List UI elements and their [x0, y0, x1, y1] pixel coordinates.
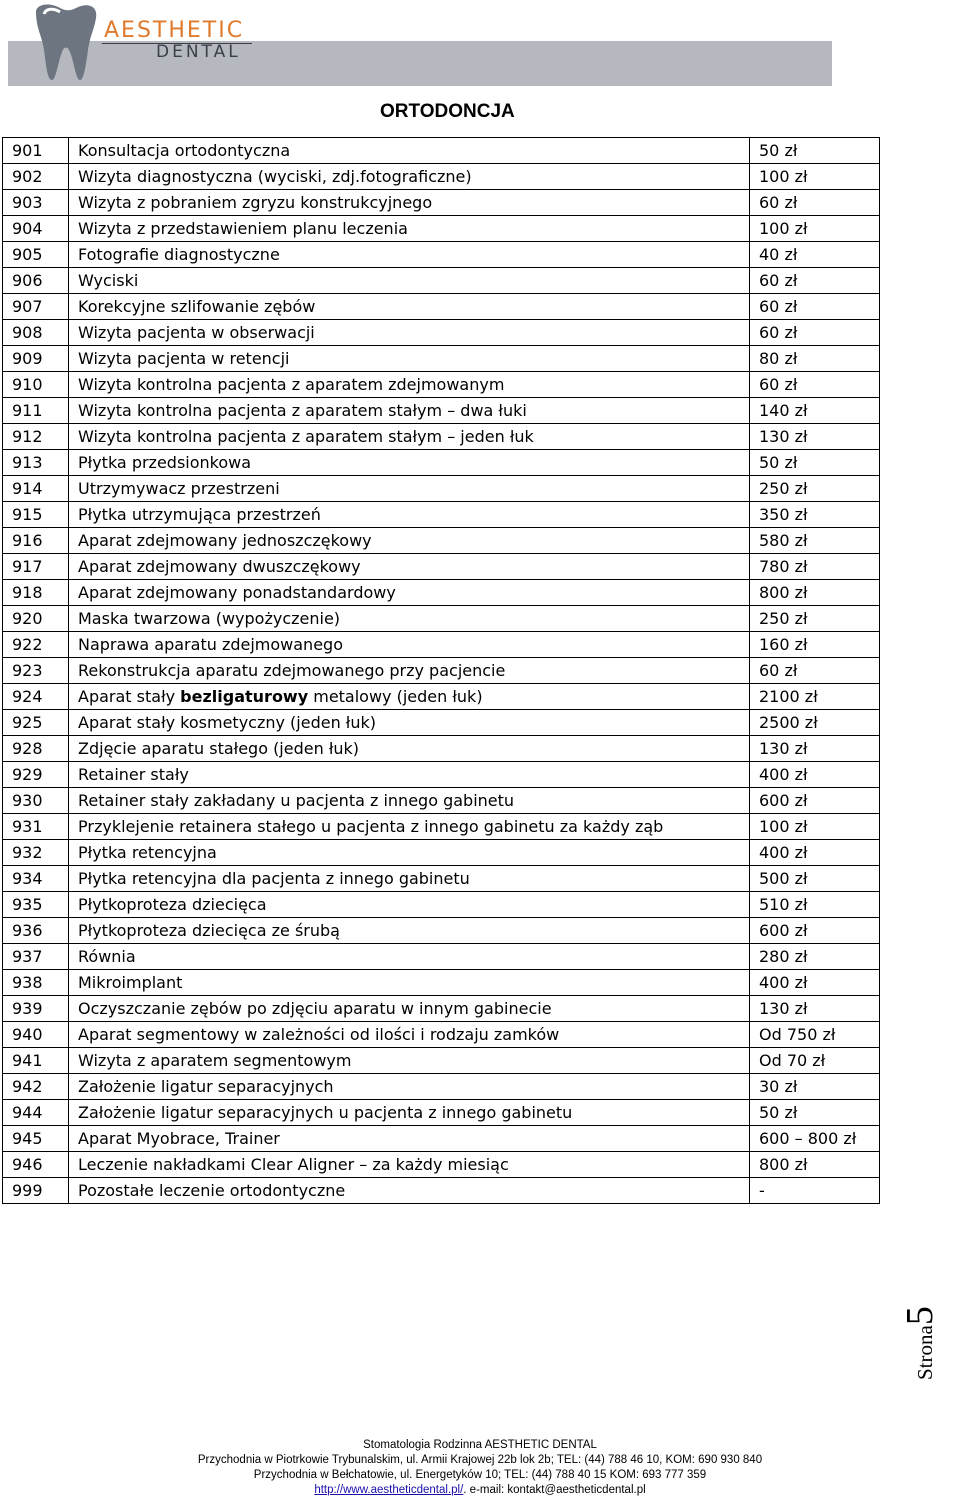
service-price: 600 zł [750, 918, 880, 944]
table-row [3, 528, 880, 554]
description-part: Aparat stały [78, 686, 181, 706]
service-price: 60 zł [750, 320, 880, 346]
service-code: 944 [3, 1100, 69, 1126]
table-row [3, 684, 880, 710]
tooth-logo-icon [30, 2, 102, 82]
service-description: Płytka retencyjna [69, 840, 750, 866]
table-row [3, 242, 880, 268]
page-number [898, 1294, 954, 1380]
service-price: 580 zł [750, 528, 880, 554]
service-description: Płytkoproteza dziecięca [69, 892, 750, 918]
service-description: Utrzymywacz przestrzeni [69, 476, 750, 502]
service-price: 130 zł [750, 424, 880, 450]
service-price: 280 zł [750, 944, 880, 970]
table-row [3, 788, 880, 814]
service-code: 939 [3, 996, 69, 1022]
service-description: Płytka przedsionkowa [69, 450, 750, 476]
service-price: 350 zł [750, 502, 880, 528]
service-code: 901 [3, 138, 69, 164]
service-description: Aparat stały kosmetyczny (jeden łuk) [69, 710, 750, 736]
service-code: 928 [3, 736, 69, 762]
table-row [3, 1178, 880, 1204]
table-row [3, 1126, 880, 1152]
service-description: Konsultacja ortodontyczna [69, 138, 750, 164]
table-row [3, 944, 880, 970]
service-code: 936 [3, 918, 69, 944]
table-row [3, 1022, 880, 1048]
service-description: Leczenie nakładkami Clear Aligner – za każdy miesiąc [69, 1152, 750, 1178]
service-code: 931 [3, 814, 69, 840]
service-code: 930 [3, 788, 69, 814]
service-code: 941 [3, 1048, 69, 1074]
service-code: 946 [3, 1152, 69, 1178]
service-code: 929 [3, 762, 69, 788]
service-price: 780 zł [750, 554, 880, 580]
page-title: ORTODONCJA [380, 101, 515, 122]
service-price: 100 zł [750, 164, 880, 190]
table-row [3, 710, 880, 736]
service-price: 600 – 800 zł [750, 1126, 880, 1152]
service-price: 2500 zł [750, 710, 880, 736]
table-row [3, 502, 880, 528]
service-description: Wizyta z aparatem segmentowym [69, 1048, 750, 1074]
service-code: 937 [3, 944, 69, 970]
table-row [3, 658, 880, 684]
service-code: 942 [3, 1074, 69, 1100]
page-label: Strona [913, 1325, 937, 1380]
brand-bottom-text: DENTAL [156, 42, 241, 62]
service-code: 918 [3, 580, 69, 606]
service-description: Wyciski [69, 268, 750, 294]
service-description: Wizyta z przedstawieniem planu leczenia [69, 216, 750, 242]
service-code: 903 [3, 190, 69, 216]
service-description: Oczyszczanie zębów po zdjęciu aparatu w innym gabinecie [69, 996, 750, 1022]
service-price: 60 zł [750, 658, 880, 684]
footer-line-2: Przychodnia w Piotrkowie Trybunalskim, ul. Armii Krajowej 22b lok 2b; TEL: (44) 788 46 10, KOM: 690 930 840 [197, 1454, 763, 1466]
service-price: 800 zł [750, 580, 880, 606]
service-description: Przyklejenie retainera stałego u pacjenta z innego gabinetu za każdy ząb [69, 814, 750, 840]
service-description [69, 684, 750, 710]
service-price: - [750, 1178, 880, 1204]
table-row [3, 866, 880, 892]
table-row [3, 476, 880, 502]
service-code: 924 [3, 684, 69, 710]
service-description: Rekonstrukcja aparatu zdejmowanego przy pacjencie [69, 658, 750, 684]
service-price: 60 zł [750, 372, 880, 398]
service-code: 905 [3, 242, 69, 268]
service-price: 40 zł [750, 242, 880, 268]
service-description: Naprawa aparatu zdejmowanego [69, 632, 750, 658]
table-row [3, 632, 880, 658]
service-price: 30 zł [750, 1074, 880, 1100]
website-link[interactable]: http://www.aestheticdental.pl/ [314, 1484, 464, 1496]
service-description: Korekcyjne szlifowanie zębów [69, 294, 750, 320]
service-description: Wizyta kontrolna pacjenta z aparatem stałym – dwa łuki [69, 398, 750, 424]
service-price: 60 zł [750, 268, 880, 294]
service-description: Aparat Myobrace, Trainer [69, 1126, 750, 1152]
service-code: 907 [3, 294, 69, 320]
service-price: Od 70 zł [750, 1048, 880, 1074]
table-row [3, 190, 880, 216]
service-price: 160 zł [750, 632, 880, 658]
service-description: Aparat zdejmowany jednoszczękowy [69, 528, 750, 554]
service-code: 911 [3, 398, 69, 424]
service-price: 140 zł [750, 398, 880, 424]
service-price: 510 zł [750, 892, 880, 918]
service-description: Równia [69, 944, 750, 970]
service-price: 400 zł [750, 970, 880, 996]
service-description: Wizyta pacjenta w retencji [69, 346, 750, 372]
service-description: Założenie ligatur separacyjnych u pacjenta z innego gabinetu [69, 1100, 750, 1126]
page-digit: 5 [899, 1306, 941, 1326]
service-price: 500 zł [750, 866, 880, 892]
table-row [3, 996, 880, 1022]
service-description: Wizyta kontrolna pacjenta z aparatem stałym – jeden łuk [69, 424, 750, 450]
service-description: Retainer stały [69, 762, 750, 788]
service-price: 250 zł [750, 606, 880, 632]
service-description: Aparat segmentowy w zależności od ilości i rodzaju zamków [69, 1022, 750, 1048]
service-description: Fotografie diagnostyczne [69, 242, 750, 268]
table-row [3, 580, 880, 606]
service-description: Wizyta pacjenta w obserwacji [69, 320, 750, 346]
table-row [3, 814, 880, 840]
service-price: 2100 zł [750, 684, 880, 710]
footer [0, 1438, 960, 1498]
service-description: Płytka retencyjna dla pacjenta z innego gabinetu [69, 866, 750, 892]
service-code: 914 [3, 476, 69, 502]
service-price: 800 zł [750, 1152, 880, 1178]
service-price: 250 zł [750, 476, 880, 502]
service-price: 400 zł [750, 762, 880, 788]
table-row [3, 346, 880, 372]
service-price: Od 750 zł [750, 1022, 880, 1048]
table-row [3, 1074, 880, 1100]
service-price: 100 zł [750, 814, 880, 840]
service-description: Retainer stały zakładany u pacjenta z innego gabinetu [69, 788, 750, 814]
price-table [2, 137, 880, 1204]
service-description: Płytkoproteza dziecięca ze śrubą [69, 918, 750, 944]
service-description: Mikroimplant [69, 970, 750, 996]
table-row [3, 138, 880, 164]
service-price: 130 zł [750, 996, 880, 1022]
service-description: Aparat zdejmowany ponadstandardowy [69, 580, 750, 606]
table-row [3, 554, 880, 580]
table-row [3, 1048, 880, 1074]
service-code: 902 [3, 164, 69, 190]
table-row [3, 216, 880, 242]
service-price: 600 zł [750, 788, 880, 814]
service-price: 60 zł [750, 294, 880, 320]
service-description: Wizyta kontrolna pacjenta z aparatem zdejmowanym [69, 372, 750, 398]
table-row [3, 294, 880, 320]
table-row [3, 892, 880, 918]
service-price: 50 zł [750, 450, 880, 476]
service-code: 925 [3, 710, 69, 736]
service-price: 60 zł [750, 190, 880, 216]
brand-top-text: AESTHETIC [104, 18, 245, 43]
service-description: Aparat zdejmowany dwuszczękowy [69, 554, 750, 580]
table-row [3, 1100, 880, 1126]
table-row [3, 918, 880, 944]
service-code: 999 [3, 1178, 69, 1204]
service-code: 917 [3, 554, 69, 580]
service-code: 940 [3, 1022, 69, 1048]
footer-line-4 [0, 1483, 960, 1498]
service-code: 934 [3, 866, 69, 892]
service-code: 945 [3, 1126, 69, 1152]
service-code: 923 [3, 658, 69, 684]
table-row [3, 268, 880, 294]
service-code: 915 [3, 502, 69, 528]
header-band [8, 41, 832, 86]
table-row [3, 424, 880, 450]
table-row [3, 970, 880, 996]
header-banner [8, 0, 832, 86]
service-code: 935 [3, 892, 69, 918]
service-price: 50 zł [750, 138, 880, 164]
table-row [3, 164, 880, 190]
service-code: 916 [3, 528, 69, 554]
table-row [3, 762, 880, 788]
footer-line-3: Przychodnia w Bełchatowie, ul. Energetyków 10; TEL: (44) 788 40 15 KOM: 693 777 359 [253, 1469, 707, 1481]
service-price: 400 zł [750, 840, 880, 866]
table-row [3, 372, 880, 398]
service-price: 80 zł [750, 346, 880, 372]
table-row [3, 840, 880, 866]
service-code: 922 [3, 632, 69, 658]
service-price: 100 zł [750, 216, 880, 242]
service-code: 913 [3, 450, 69, 476]
service-description: Wizyta z pobraniem zgryzu konstrukcyjnego [69, 190, 750, 216]
service-code: 932 [3, 840, 69, 866]
service-code: 906 [3, 268, 69, 294]
table-row [3, 1152, 880, 1178]
service-code: 910 [3, 372, 69, 398]
service-code: 938 [3, 970, 69, 996]
table-row [3, 450, 880, 476]
service-description: Pozostałe leczenie ortodontyczne [69, 1178, 750, 1204]
service-description: Płytka utrzymująca przestrzeń [69, 502, 750, 528]
table-row [3, 320, 880, 346]
table-row [3, 736, 880, 762]
service-code: 920 [3, 606, 69, 632]
service-description: Maska twarzowa (wypożyczenie) [69, 606, 750, 632]
service-description: Wizyta diagnostyczna (wyciski, zdj.fotograficzne) [69, 164, 750, 190]
service-code: 912 [3, 424, 69, 450]
table-row [3, 398, 880, 424]
service-price: 130 zł [750, 736, 880, 762]
service-price: 50 zł [750, 1100, 880, 1126]
service-code: 909 [3, 346, 69, 372]
service-description: Założenie ligatur separacyjnych [69, 1074, 750, 1100]
description-bold-part: bezligaturowy [180, 686, 309, 706]
service-description: Zdjęcie aparatu stałego (jeden łuk) [69, 736, 750, 762]
description-part: metalowy (jeden łuk) [308, 686, 483, 706]
service-code: 908 [3, 320, 69, 346]
footer-line-1: Stomatologia Rodzinna AESTHETIC DENTAL [363, 1439, 597, 1451]
service-code: 904 [3, 216, 69, 242]
footer-email: . e-mail: kontakt@aestheticdental.pl [463, 1484, 646, 1496]
table-row [3, 606, 880, 632]
